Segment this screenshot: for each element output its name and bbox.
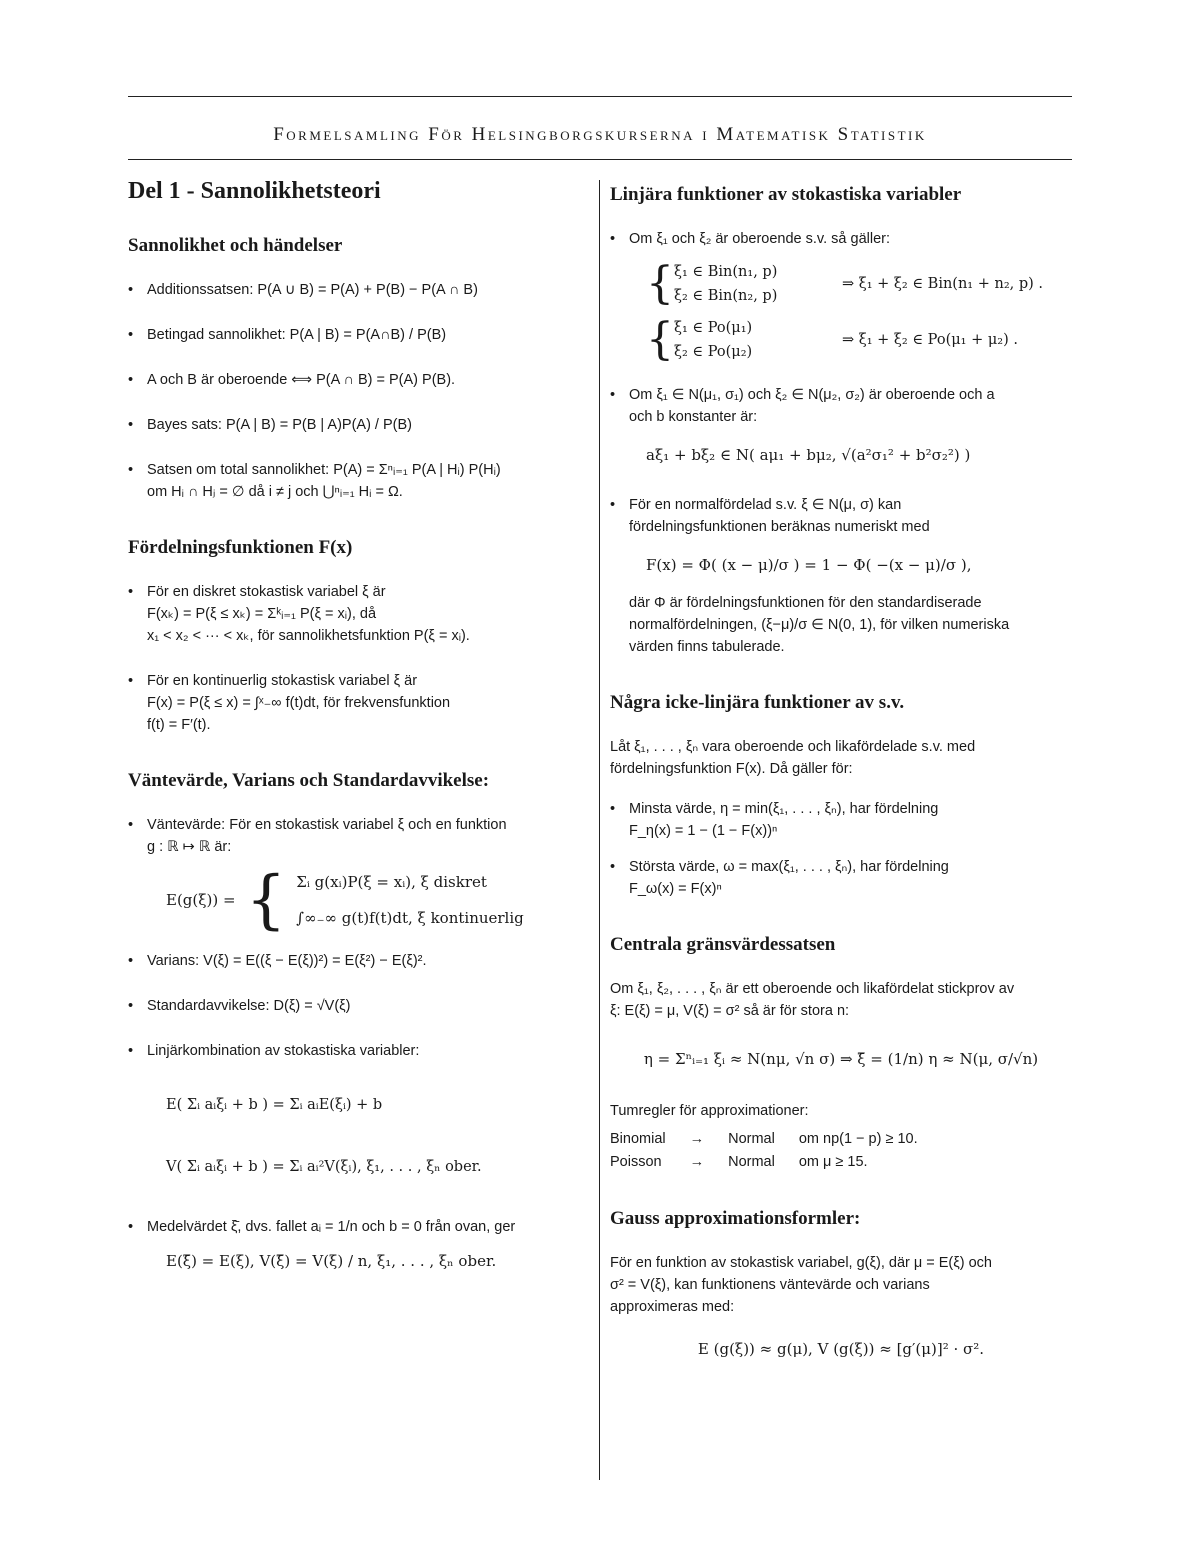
text-line: approximeras med: xyxy=(610,1299,735,1315)
poisson-sum-rule xyxy=(646,316,1072,364)
phi-explanation xyxy=(610,592,1072,658)
section-distribution-function xyxy=(128,537,583,736)
section-title: Sannolikhet och händelser xyxy=(128,235,343,256)
rules-title: Tumregler för approximationer: xyxy=(610,1103,809,1119)
table-cell: → xyxy=(689,1131,705,1147)
section-central-limit xyxy=(610,934,1072,1174)
text-line: x₁ < x₂ < ··· < xₖ, för sannolikhetsfunktion P(ξ = xᵢ). xyxy=(147,628,470,644)
table-row xyxy=(610,1151,942,1174)
brace: { xyxy=(646,258,674,309)
list-item: • Medelvärdet ξ̄, dvs. fallet aᵢ = 1/n och b = 0 från ovan, ger xyxy=(128,1216,583,1238)
sum-rules xyxy=(646,260,1072,364)
bullet-list xyxy=(128,279,583,503)
bin-result: ⇒ ξ₁ + ξ₂ ∈ Bin(n₁ + n₂, p) . xyxy=(842,276,1044,292)
text-line: Största värde, ω = max(ξ₁, . . . , ξₙ), har fördelning xyxy=(629,859,949,875)
list-item xyxy=(128,459,583,503)
left-column xyxy=(128,178,583,1304)
text-line: σ² = V(ξ), kan funktionens väntevärde och varians xyxy=(610,1277,930,1293)
total-probability-condition: om Hᵢ ∩ Hⱼ = ∅ då i ≠ j och ⋃ⁿᵢ₌₁ Hᵢ = Ω. xyxy=(147,484,403,500)
text-line: Om ξ₁, ξ₂, . . . , ξₙ är ett oberoende och likafördelat stickprov av xyxy=(610,981,1015,997)
expectation-lhs: E(g(ξ)) = xyxy=(166,891,236,909)
text-line: f(t) = F′(t). xyxy=(147,717,211,733)
list-item: • Om ξ₁ och ξ₂ är oberoende s.v. så gäller: xyxy=(610,228,1072,250)
bullet-list xyxy=(610,228,1072,250)
cases-brace: { xyxy=(245,863,287,937)
clt-formula: η = Σⁿᵢ₌₁ ξᵢ ≈ N(nμ, √n σ) ⇒ ξ̄ = (1/n) η ≈ N(μ, σ/√n) xyxy=(643,1050,1039,1068)
list-item xyxy=(128,814,583,858)
column-divider xyxy=(599,180,600,1480)
list-item xyxy=(610,494,1072,538)
gauss-formula: E (g(ξ)) ≈ g(μ), V (g(ξ)) ≈ [g′(μ)]² · σ². xyxy=(697,1340,985,1358)
section-title: Väntevärde, Varians och Standardavvikelse: xyxy=(128,770,490,791)
section-expectation-variance xyxy=(128,770,583,1270)
table-cell: om μ ≥ 15. xyxy=(798,1154,868,1170)
text-line: Minsta värde, η = min(ξ₁, . . . , ξₙ), har fördelning xyxy=(629,801,939,817)
expectation-formula xyxy=(166,863,583,937)
brace-body xyxy=(674,260,842,308)
list-item: • Additionssatsen: P(A ∪ B) = P(A) + P(B) − P(A ∩ B) xyxy=(128,279,583,301)
table-cell: Normal xyxy=(728,1154,775,1170)
list-item xyxy=(610,856,1072,900)
section-title: Några icke-linjära funktioner av s.v. xyxy=(610,692,905,713)
list-item: • Standardavvikelse: D(ξ) = √V(ξ) xyxy=(128,995,583,1017)
total-probability-text: Satsen om total sannolikhet: P(A) = Σⁿᵢ₌₁ P(A | Hᵢ) P(Hᵢ) xyxy=(147,462,501,478)
brace-body xyxy=(674,316,842,364)
text-line: fördelningsfunktion F(x). Då gäller för: xyxy=(610,761,853,777)
po-line-1: ξ₁ ∈ Po(μ₁) xyxy=(674,320,753,336)
case-continuous: ∫∞₋∞ g(t)f(t)dt, ξ kontinuerlig xyxy=(296,909,524,927)
linear-combination-formulas xyxy=(166,1074,583,1198)
header-rule xyxy=(128,159,1072,160)
text-line: och b konstanter är: xyxy=(629,409,758,425)
section-nonlinear-functions xyxy=(610,692,1072,900)
table-cell: → xyxy=(689,1154,705,1170)
text-line: För en funktion av stokastisk variabel, g(ξ), där μ = E(ξ) och xyxy=(610,1255,992,1271)
page-header: Formelsamling För Helsingborgskurserna i Matematisk Statistik xyxy=(273,124,927,145)
linear-variance: V( Σᵢ aᵢξᵢ + b ) = Σᵢ aᵢ²V(ξᵢ), ξ₁, . . . , ξₙ ober. xyxy=(166,1159,482,1175)
text-line: Väntevärde: För en stokastisk variabel ξ och en funktion xyxy=(147,817,507,833)
bin-line-2: ξ₂ ∈ Bin(n₂, p) xyxy=(674,288,778,304)
binomial-sum-rule xyxy=(646,260,1072,308)
nonlinear-intro xyxy=(610,736,1072,780)
text-line: För en kontinuerlig stokastisk variabel ξ är xyxy=(147,673,418,689)
table-row xyxy=(610,1128,942,1151)
text-line: För en normalfördelad s.v. ξ ∈ N(μ, σ) kan xyxy=(629,497,902,513)
list-item: • Bayes sats: P(A | B) = P(B | A)P(A) / P(B) xyxy=(128,414,583,436)
section-title: Linjära funktioner av stokastiska variabler xyxy=(610,184,962,205)
cases-body xyxy=(296,873,523,927)
list-item: • Linjärkombination av stokastiska variabler: xyxy=(128,1040,583,1062)
bullet-list xyxy=(128,581,583,736)
bullet-list xyxy=(128,950,583,1062)
text-line: fördelningsfunktionen beräknas numeriskt med xyxy=(629,519,930,535)
case-discrete: Σᵢ g(xᵢ)P(ξ = xᵢ), ξ diskret xyxy=(296,873,487,891)
text-line: där Φ är fördelningsfunktionen för den standardiserade xyxy=(629,595,982,611)
text-line: normalfördelningen, (ξ−μ)/σ ∈ N(0, 1), för vilken numeriska xyxy=(629,617,1010,633)
linear-expectation: E( Σᵢ aᵢξᵢ + b ) = Σᵢ aᵢE(ξᵢ) + b xyxy=(166,1097,383,1113)
text-line: F_η(x) = 1 − (1 − F(x))ⁿ xyxy=(629,823,778,839)
text-line: F(xₖ) = P(ξ ≤ xₖ) = Σᵏᵢ₌₁ P(ξ = xᵢ), då xyxy=(147,606,377,622)
section-title: Gauss approximationsformler: xyxy=(610,1208,861,1229)
bullet-list xyxy=(610,494,1072,538)
section-title: Centrala gränsvärdessatsen xyxy=(610,934,836,955)
top-rule xyxy=(128,96,1072,97)
text-line: Låt ξ₁, . . . , ξₙ vara oberoende och likafördelade s.v. med xyxy=(610,739,976,755)
bullet-list xyxy=(610,384,1072,428)
section-title: Fördelningsfunktionen F(x) xyxy=(128,537,353,558)
bullet-list xyxy=(610,798,1072,900)
phi-formula: F(x) = Φ( (x − μ)/σ ) = 1 − Φ( −(x − μ)/σ ), xyxy=(646,556,972,574)
normal-linear-formula: aξ₁ + bξ₂ ∈ N( aμ₁ + bμ₂, √(a²σ₁² + b²σ₂²) ) xyxy=(646,446,971,464)
text-line: För en diskret stokastisk variabel ξ är xyxy=(147,584,386,600)
list-item xyxy=(128,581,583,647)
list-item: • Varians: V(ξ) = E((ξ − E(ξ))²) = E(ξ²) − E(ξ)². xyxy=(128,950,583,972)
table-cell: Poisson xyxy=(610,1154,662,1170)
bullet-list xyxy=(128,1216,583,1238)
section-linear-functions xyxy=(610,184,1072,658)
bin-line-1: ξ₁ ∈ Bin(n₁, p) xyxy=(674,264,778,280)
table-cell: Normal xyxy=(728,1131,775,1147)
table-cell: Binomial xyxy=(610,1131,666,1147)
list-item: • Betingad sannolikhet: P(A | B) = P(A∩B) / P(B) xyxy=(128,324,583,346)
gauss-intro xyxy=(610,1252,1072,1318)
text-line: F_ω(x) = F(x)ⁿ xyxy=(629,881,722,897)
approximation-rules-table xyxy=(610,1128,942,1174)
right-column xyxy=(610,178,1072,1398)
section-gauss-approximation xyxy=(610,1208,1072,1364)
po-line-2: ξ₂ ∈ Po(μ₂) xyxy=(674,344,753,360)
text-line: ξ: E(ξ) = μ, V(ξ) = σ² så är för stora n: xyxy=(610,1003,850,1019)
list-item xyxy=(610,384,1072,428)
table-cell: om np(1 − p) ≥ 10. xyxy=(798,1131,918,1147)
text-line: värden finns tabulerade. xyxy=(629,639,785,655)
list-item: • A och B är oberoende ⟺ P(A ∩ B) = P(A) P(B). xyxy=(128,369,583,391)
mean-formula: E(ξ̄) = E(ξ), V(ξ̄) = V(ξ) / n, ξ₁, . . . , ξₙ ober. xyxy=(166,1252,497,1270)
text-line: F(x) = P(ξ ≤ x) = ∫ˣ₋∞ f(t)dt, för frekvensfunktion xyxy=(147,695,451,711)
clt-intro xyxy=(610,978,1072,1022)
section-probability-events xyxy=(128,235,583,503)
bullet-list xyxy=(128,814,583,858)
po-result: ⇒ ξ₁ + ξ₂ ∈ Po(μ₁ + μ₂) . xyxy=(842,332,1018,348)
list-item xyxy=(610,798,1072,842)
brace: { xyxy=(646,314,674,365)
text-line: Om ξ₁ ∈ N(μ₁, σ₁) och ξ₂ ∈ N(μ₂, σ₂) är oberoende och a xyxy=(629,387,995,403)
text-line: g : ℝ ↦ ℝ är: xyxy=(147,839,232,855)
list-item xyxy=(128,670,583,736)
part-title: Del 1 - Sannolikhetsteori xyxy=(128,178,381,204)
